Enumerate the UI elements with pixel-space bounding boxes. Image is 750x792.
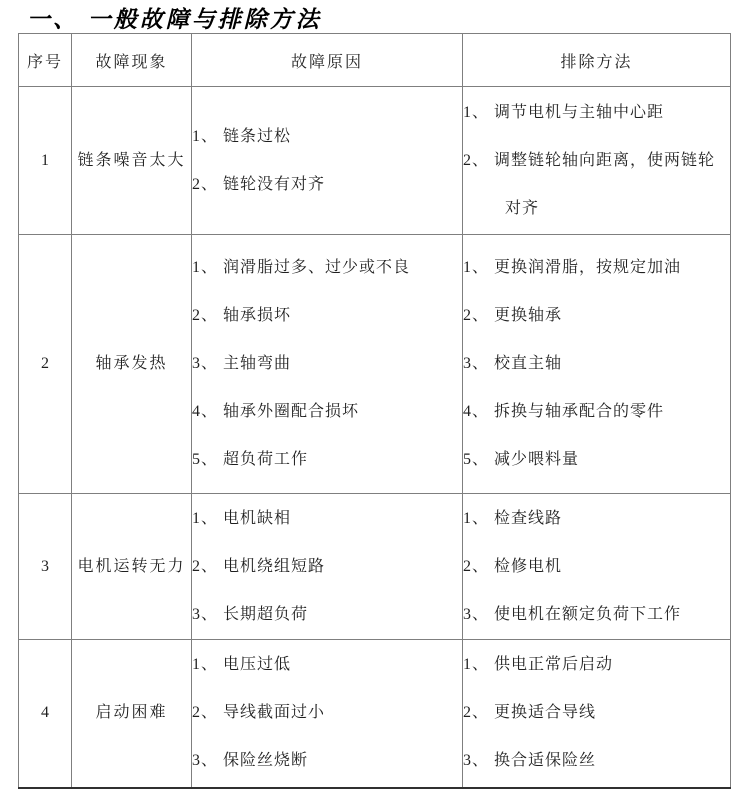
- list-item: 5、 减少喂料量: [463, 451, 580, 468]
- list-item: 1、 链条过松: [192, 127, 292, 145]
- list-item: 1、 电压过低: [192, 656, 292, 674]
- cell-causes: [192, 87, 463, 235]
- list-item: 2、 调整链轮轴向距离，使两链轮对齐: [463, 151, 716, 217]
- list-item: 2、 检修电机: [463, 557, 563, 575]
- header-serial: 序号: [19, 34, 72, 87]
- table-row: [19, 87, 731, 235]
- list-item: 4、 拆换与轴承配合的零件: [463, 403, 665, 420]
- list-item: 3、 校直主轴: [463, 355, 563, 372]
- list-item: 2、 更换轴承: [463, 307, 563, 324]
- header-remedy: 排除方法: [463, 34, 731, 87]
- header-cause: 故障原因: [192, 34, 463, 87]
- cell-causes: [192, 235, 463, 494]
- list-item: 1、 供电正常后启动: [463, 656, 614, 674]
- list-item: 4、 轴承外圈配合损坏: [192, 403, 360, 420]
- cell-phenomenon: 启动困难: [72, 640, 192, 788]
- cell-serial: 3: [19, 494, 72, 640]
- list-item: 2、 更换适合导线: [463, 704, 597, 722]
- list-item: 3、 换合适保险丝: [463, 752, 597, 770]
- cell-phenomenon: 链条噪音太大: [72, 87, 192, 235]
- cell-causes: [192, 640, 463, 788]
- header-row: [19, 34, 731, 87]
- fault-table: [18, 33, 731, 789]
- cell-serial: 1: [19, 87, 72, 235]
- list-item: 3、 使电机在额定负荷下工作: [463, 605, 682, 623]
- cell-serial: 2: [19, 235, 72, 494]
- table-row: [19, 235, 731, 494]
- list-item: 1、 更换润滑脂，按规定加油: [463, 259, 682, 276]
- cell-serial: 4: [19, 640, 72, 788]
- page-title: 一、 一般故障与排除方法: [27, 7, 322, 32]
- list-item: 3、 主轴弯曲: [192, 355, 292, 372]
- cell-remedies: [463, 494, 731, 640]
- list-item: 1、 检查线路: [463, 509, 563, 527]
- list-item: 2、 电机绕组短路: [192, 557, 326, 575]
- cell-phenomenon: 电机运转无力: [72, 494, 192, 640]
- list-item: 1、 润滑脂过多、过少或不良: [192, 259, 411, 276]
- list-item: 3、 保险丝烧断: [192, 752, 309, 770]
- table-row: [19, 494, 731, 640]
- cell-remedies: [463, 87, 731, 235]
- list-item: 1、 电机缺相: [192, 509, 292, 527]
- header-phenomenon: 故障现象: [72, 34, 192, 87]
- cell-remedies: [463, 235, 731, 494]
- list-item: 3、 长期超负荷: [192, 605, 309, 623]
- list-item: 1、 调节电机与主轴中心距: [463, 103, 665, 121]
- cell-remedies: [463, 640, 731, 788]
- list-item: 2、 导线截面过小: [192, 704, 326, 722]
- list-item: 2、 轴承损坏: [192, 307, 292, 324]
- cell-phenomenon: 轴承发热: [72, 235, 192, 494]
- list-item: 2、 链轮没有对齐: [192, 175, 326, 193]
- list-item: 5、 超负荷工作: [192, 451, 309, 468]
- table-row: [19, 640, 731, 788]
- cell-causes: [192, 494, 463, 640]
